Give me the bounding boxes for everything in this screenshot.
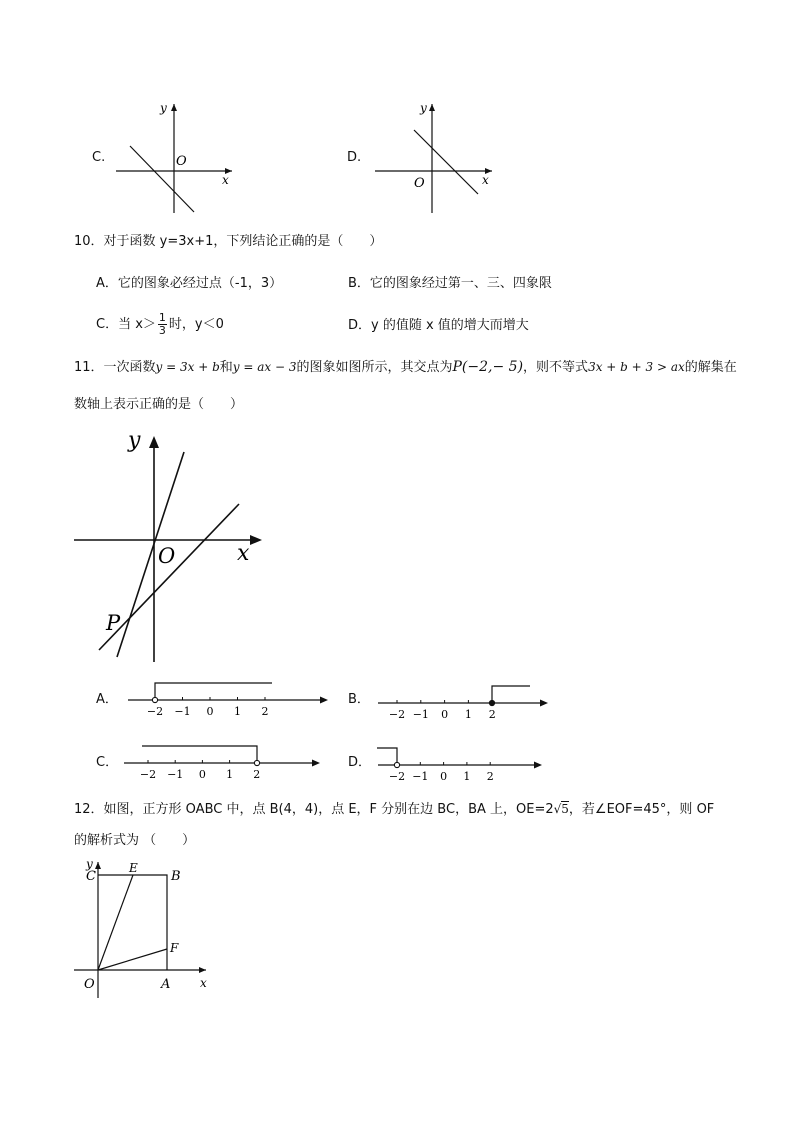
q10-c-pre: C．当 x＞ <box>96 317 156 332</box>
inequality: 3x + b + 3 > ax <box>588 360 685 374</box>
y-axis-label: y <box>420 101 427 115</box>
vertex-a-label: A <box>161 977 171 992</box>
y-axis-label: y <box>86 857 93 871</box>
tick-label: 1 <box>226 768 234 781</box>
tick-label: −1 <box>167 768 184 781</box>
x-axis-label: x <box>200 976 207 990</box>
origin-label: O <box>158 544 176 568</box>
tick-label: 1 <box>464 708 472 721</box>
fraction-denominator: 3 <box>158 324 166 337</box>
tick-label: −1 <box>412 708 429 721</box>
equation-2: y = ax − 3 <box>232 360 297 374</box>
q10-c-post: 时，y＜0 <box>168 317 224 332</box>
tick-label: 2 <box>488 708 496 721</box>
tick-label: 1 <box>463 770 471 783</box>
vertex-c-label: C <box>86 869 96 884</box>
tick-label: 2 <box>261 705 269 718</box>
q11-stem-part: 的解集在 <box>684 360 737 375</box>
q10-option-d: D．y 的值随 x 值的增大而增大 <box>348 318 529 333</box>
tick-label: 0 <box>441 708 449 721</box>
q11-stem-part: 的图象如图所示，其交点为 <box>296 360 453 375</box>
tick-label: 0 <box>198 768 206 781</box>
tick-label: −2 <box>139 768 157 781</box>
q11-stem-part: ，则不等式 <box>523 360 589 375</box>
tick-label: 1 <box>234 705 241 718</box>
q11-option-c-label: C． <box>96 755 119 770</box>
tick-label: −2 <box>146 705 164 718</box>
q11-option-b-label: B． <box>348 692 370 707</box>
point-e-label: E <box>129 861 138 875</box>
tick-label: 2 <box>486 770 494 783</box>
q11-stem-line2: 数轴上表示正确的是（ ） <box>74 397 244 412</box>
q12-stem-part: 12．如图，正方形 OABC 中，点 B(4，4)，点 E，F 分别在边 BC，BA 上，OE=2 <box>74 802 554 817</box>
origin-label: O <box>414 176 425 191</box>
origin-label: O <box>176 154 187 169</box>
tick-label: 0 <box>440 770 448 783</box>
intersection-point: P(−2,− 5) <box>452 359 524 375</box>
x-axis-label: x <box>482 173 489 187</box>
sqrt-symbol: √ <box>553 802 562 816</box>
tick-label: 0 <box>206 705 214 718</box>
y-axis-label: y <box>160 101 167 115</box>
q10-stem: 10．对于函数 y=3x+1，下列结论正确的是（ ） <box>74 234 383 249</box>
tick-label: 2 <box>253 768 261 781</box>
origin-label: O <box>84 977 95 992</box>
q12-stem-part: ，若∠EOF=45°，则 OF <box>568 802 715 817</box>
option-c-label: C. <box>92 150 106 165</box>
q11-option-a-label: A． <box>96 692 118 707</box>
q10-option-a: A．它的图象必经过点（-1，3） <box>96 276 283 291</box>
q11-stem-part: 11．一次函数 <box>74 360 156 375</box>
point-f-label: F <box>170 941 179 955</box>
option-d-label: D. <box>347 150 362 165</box>
y-axis-label: y <box>128 428 141 453</box>
q10-option-b: B．它的图象经过第一、三、四象限 <box>348 276 552 291</box>
sqrt-radicand: 5 <box>561 802 569 816</box>
q11-stem-part: 和 <box>219 360 233 375</box>
equation-1: y = 3x + b <box>155 360 220 374</box>
tick-label: −2 <box>388 770 406 783</box>
tick-label: −2 <box>388 708 406 721</box>
tick-label: −1 <box>174 705 191 718</box>
x-axis-label: x <box>222 173 229 187</box>
tick-label: −1 <box>412 770 429 783</box>
q12-stem-line2: 的解析式为 （ ） <box>74 833 196 848</box>
vertex-b-label: B <box>171 869 181 884</box>
q11-option-d-label: D． <box>348 755 372 770</box>
x-axis-label: x <box>237 541 250 566</box>
point-p-label: P <box>106 611 121 635</box>
fraction-numerator: 1 <box>158 311 166 324</box>
